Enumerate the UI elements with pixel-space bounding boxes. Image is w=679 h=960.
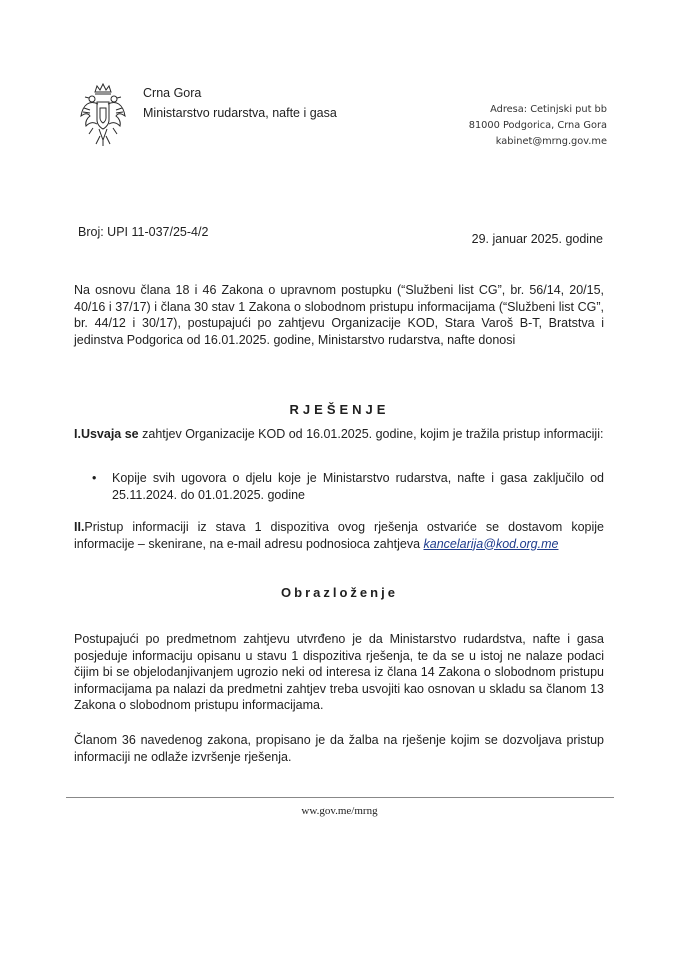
- applicant-email-link[interactable]: kancelarija@kod.org.me: [423, 536, 559, 551]
- document-number: Broj: UPI 11-037/25-4/2: [78, 225, 209, 239]
- item1-lead: I.Usvaja se: [74, 427, 139, 441]
- section-title-rjesenje: RJEŠENJE: [289, 402, 390, 417]
- org-country: Crna Gora: [143, 86, 202, 100]
- bullet-text: Kopije svih ugovora o djelu koje je Ministarstvo rudarstva, nafte i gasa zaključilo od 25.11.2024. do 01.01.2025. godine: [112, 471, 604, 502]
- coat-of-arms-icon: [78, 82, 128, 148]
- address-city: 81000 Podgorica, Crna Gora: [468, 120, 607, 131]
- document-date: 29. januar 2025. godine: [471, 232, 603, 246]
- item1-text: zahtjev Organizacije KOD od 16.01.2025. godine, kojim je tražila pristup informaciji:: [138, 427, 604, 441]
- section-title-obrazlozenje: Obrazloženje: [281, 585, 398, 600]
- reasoning-paragraph-2: Članom 36 navedenog zakona, propisano je da žalba na rješenje kojim se dozvoljava pristup informaciji ne odlaže izvršenje rješenja.: [74, 733, 604, 764]
- bullet-icon: •: [92, 471, 97, 485]
- intro-paragraph: Na osnovu člana 18 i 46 Zakona o upravnom postupku (“Službeni list CG”, br. 56/14, 20/15, 40/16 i 37/17) i člana 30 stav 1 Zakona o slobodnom pristupu informacijama (“Službeni list CG”, br. 44/12 i 30/17), postupajući po zahtjevu Organizacije KOD, Stara Varoš B-T, Bratstva i jedinstva Podgorica od 16.01.2025. godine, Ministarstvo rudarstva, nafte donosi: [74, 283, 604, 347]
- item2-lead: II.: [74, 520, 85, 534]
- dispositive-item-1: [74, 426, 604, 443]
- footer-divider: [66, 797, 614, 798]
- address-email: kabinet@mrng.gov.me: [495, 136, 607, 147]
- item2-text: Pristup informaciji iz stava 1 dispozitiva ovog rješenja ostvariće se dostavom kopije informacije – skenirane, na e-mail adresu podnosioca zahtjeva: [74, 520, 604, 551]
- address-street: Adresa: Cetinjski put bb: [490, 104, 607, 115]
- org-ministry: Ministarstvo rudarstva, nafte i gasa: [143, 106, 337, 120]
- dispositive-item-2: [74, 519, 604, 552]
- reasoning-paragraph-1: Postupajući po predmetnom zahtjevu utvrđeno je da Ministarstvo rudardstva, nafte i gasa posjeduje informaciju opisanu u stavu 1 dispozitiva rješenja, te da se u istoj ne nalaze podaci čijim bi se objelodanjivanjem ugrozio neki od interesa iz člana 14 Zakona o slobodnom pristupu informacijama pa nalazi da predmetni zahtjev treba usvojiti kao osnovan u skladu sa članom 13 Zakona o slobodnom pristupu informacijama.: [74, 632, 604, 712]
- footer-url: ww.gov.me/mrng: [301, 805, 378, 817]
